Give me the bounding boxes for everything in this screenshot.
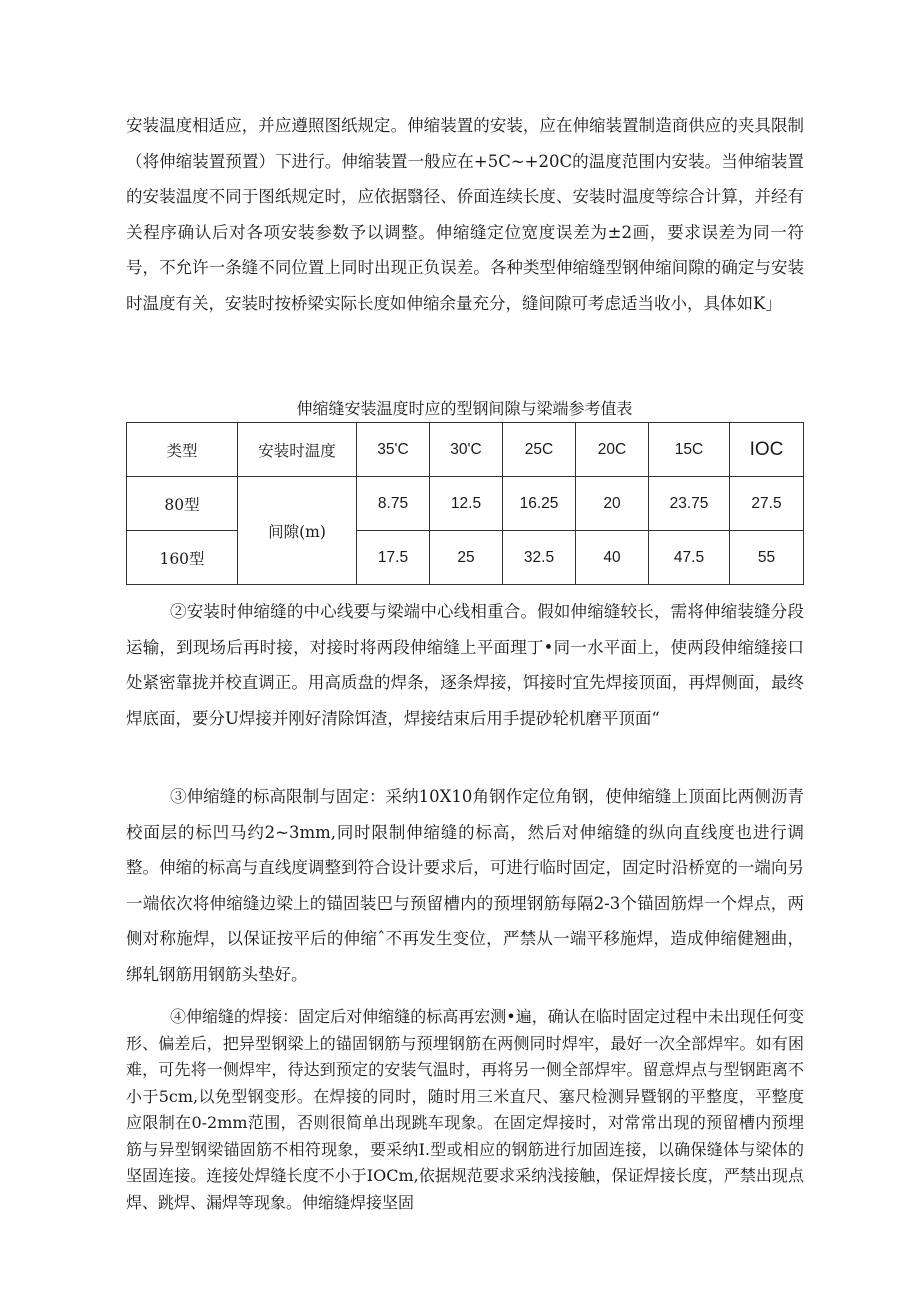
- paragraph-installation-temperature: 安装温度相适应，并应遵照图纸规定。伸缩装置的安装，应在伸缩装置制造商供应的夹具限制（将伸缩装置预置）下进行。伸缩装置一般应在+5C~+20C的温度范围内安装。当伸缩装置的安装温度不同于图纸规定时，应依据翳径、侨面连续长度、安装时温度等综合计算，并经有关程序确认后对各项安装参数予以调整。伸缩缝定位宽度误差为±2画，要求误差为同一符号，不允许一条缝不同位置上同时出现正负误差。各种类型伸缩缝型钢伸缩间隙的确定与安装时温度有关，安装时按桥梁实际长度如伸缩余量充分，缝间隙可考虑适当收小，具体如K」: [126, 116, 804, 313]
- table-cell: 25: [430, 531, 503, 585]
- table-cell: 23.75: [649, 477, 730, 531]
- table-cell: 40: [576, 531, 649, 585]
- header-temp-cell: 20C: [576, 423, 649, 477]
- table-cell: 47.5: [649, 531, 730, 585]
- header-install-temperature: 安装时温度: [238, 423, 357, 477]
- reference-value-table: [126, 422, 804, 585]
- header-temp-cell: 15C: [649, 423, 730, 477]
- row-type-label: 160型: [127, 531, 238, 585]
- header-temp-cell: 35'C: [357, 423, 430, 477]
- table-header-row: [127, 423, 804, 477]
- header-type: 类型: [127, 423, 238, 477]
- table-cell: 27.5: [730, 477, 804, 531]
- header-temp-cell: 25C: [503, 423, 576, 477]
- header-temp-cell: IOC: [730, 423, 804, 477]
- paragraph-centerline-alignment: ②安装时伸缩缝的中心线要与梁端中心线相重合。假如伸缩缝较长，需将伸缩装缝分段运输，到现场后再时接，对接时将两段伸缩缝上平面理丁•同一水平面上，使两段伸缩缝接口处紧密靠拢并校直调正。用高质盘的焊条，逐条焊接，饵接时宜先焊接顶面，再焊侧面，最终焊底面，要分U焊接并刚好清除饵渣，焊接结束后用手提砂轮机磨平顶面“: [126, 602, 804, 728]
- table-cell: 32.5: [503, 531, 576, 585]
- table-row: [127, 531, 804, 585]
- header-temp-cell: 30'C: [430, 423, 503, 477]
- gap-label: 间隙(m): [238, 477, 357, 585]
- table-caption: 伸缩缝安装温度时应的型钢间隙与梁端参考值表: [296, 399, 633, 418]
- table-cell: 8.75: [357, 477, 430, 531]
- table-cell: 20: [576, 477, 649, 531]
- paragraph-elevation-fixing: ③伸缩缝的标高限制与固定：采纳10X10角钢作定位角钢，使伸缩缝上顶面比两侧沥青校面层的标凹马约2~3mm,同时限制伸缩缝的标高，然后对伸缩缝的纵向直线度也进行调整。伸缩的标高与直线度调整到符合设计要求后，可进行临时固定，固定时沿桥宽的一端向另一端依次将伸缩缝边梁上的锚固装巴与预留槽内的预埋钢筋每隔2-3个锚固筋焊一个焊点，两侧对称施焊，以保证按平后的伸缩ˆ不再发生变位，严禁从一端平移施焊，造成伸缩健翘曲，绑轧钢筋用钢筋头垫好。: [126, 787, 804, 984]
- row-type-label: 80型: [127, 477, 238, 531]
- paragraph-welding: ④伸缩缝的焊接：固定后对伸缩缝的标高再宏测•遍，确认在临时固定过程中未出现任何变形、偏差后，把异型钢梁上的锚固钢筋与预埋钢筋在两侧同时焊牢，最好一次全部焊牢。如有困难，可先将一侧焊牢，待达到预定的安装气温时，再将另一侧全部焊牢。留意焊点与型钢距离不小于5cm,以免型钢变形。在焊接的同时，随时用三米直尺、塞尺检测异暨钢的平整度，平整度应限制在0-2mm范围，否则很简单出现跳车现象。在固定焊接时，对常常出现的预留槽内预埋筋与异型钢梁锚固筋不相符现象，要采纳I.型或相应的钢筋进行加固连接，以确保缝体与梁体的坚固连接。连接处焊缝长度不小于IOCm,依据规范要求采纳浅接触，保证焊接长度，严禁出现点焊、跳焊、漏焊等现象。伸缩缝焊接坚固: [126, 1007, 804, 1212]
- table-cell: 17.5: [357, 531, 430, 585]
- table-cell: 16.25: [503, 477, 576, 531]
- table-cell: 55: [730, 531, 804, 585]
- table-row: [127, 477, 804, 531]
- table-cell: 12.5: [430, 477, 503, 531]
